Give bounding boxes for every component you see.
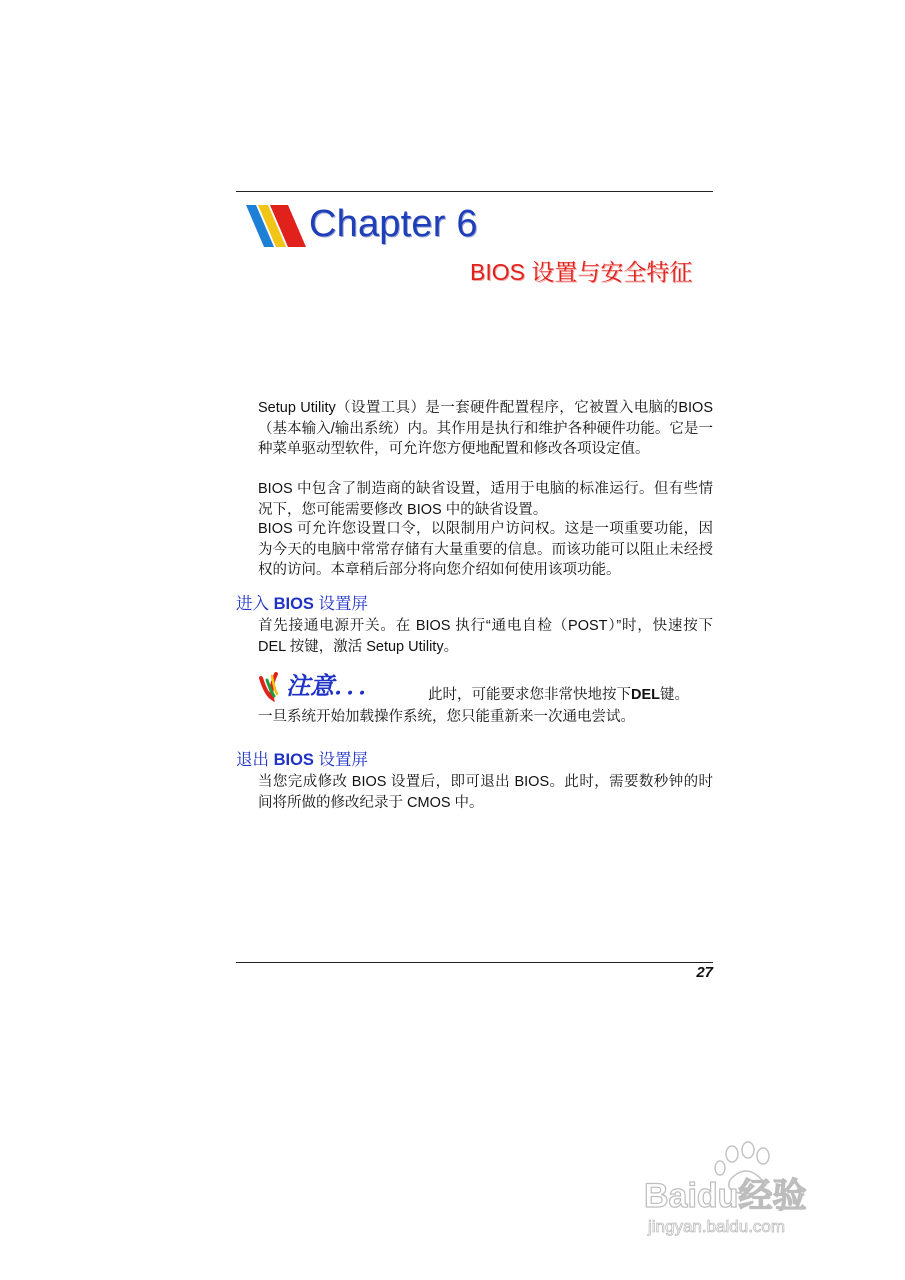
section-heading-exit-bios [236, 746, 368, 770]
watermark-brand: Baidu经验 [644, 1177, 807, 1215]
intro-paragraph-1: Setup Utility（设置工具）是一套硬件配置程序，它被置入电脑的BIOS（基本输入/输出系统）内。其作用是执行和维护各种硬件功能。它是一种菜单驱动型软件，可允许您方便地配置和修改各项设定值。 [258, 400, 713, 457]
page-number: 27 [696, 964, 713, 981]
note-text-after: 键。 [660, 687, 689, 703]
note-label: 注意．．． [286, 671, 382, 700]
enter-bios-paragraph: 首先接通电源开关。在 BIOS 执行“通电自检（POST）”时，快速按下 DEL 按键，激活 Setup Utility。 [258, 618, 713, 655]
heading-prefix: 进入 [236, 595, 269, 613]
heading-bold: BIOS [273, 751, 314, 769]
note-line-2: 一旦系统开始加载操作系统，您只能重新来一次通电尝试。 [258, 709, 635, 725]
chapter-title: Chapter 6 [309, 203, 478, 245]
heading-suffix: 设置屏 [318, 595, 369, 613]
note-icon [258, 668, 408, 702]
heading-prefix: 退出 [236, 751, 269, 769]
section-heading-enter-bios [236, 590, 368, 614]
intro-paragraph-3: BIOS 可允许您设置口令，以限制用户访问权。这是一项重要功能，因为今天的电脑中常常存储有大量重要的信息。而该功能可以阻止未经授权的访问。本章稍后部分将向您介绍如何使用该项功能。 [258, 521, 713, 578]
chapter-stripes-logo [244, 203, 308, 249]
note-text-bold: DEL [631, 687, 660, 703]
heading-suffix: 设置屏 [318, 751, 369, 769]
exit-bios-paragraph: 当您完成修改 BIOS 设置后，即可退出 BIOS。此时，需要数秒钟的时间将所做的修改纪录于 CMOS 中。 [258, 774, 713, 811]
note-text-before: 此时，可能要求您非常快地按下 [428, 687, 631, 703]
bottom-rule [236, 962, 713, 963]
heading-bold: BIOS [273, 595, 314, 613]
top-rule [236, 191, 713, 192]
chapter-subtitle: BIOS 设置与安全特征 [470, 259, 693, 285]
intro-paragraph-2: BIOS 中包含了制造商的缺省设置，适用于电脑的标准运行。但有些情况下，您可能需要修改 BIOS 中的缺省设置。 [258, 481, 713, 518]
watermark-url: jingyan.baidu.com [648, 1217, 786, 1236]
note-text [428, 685, 689, 705]
